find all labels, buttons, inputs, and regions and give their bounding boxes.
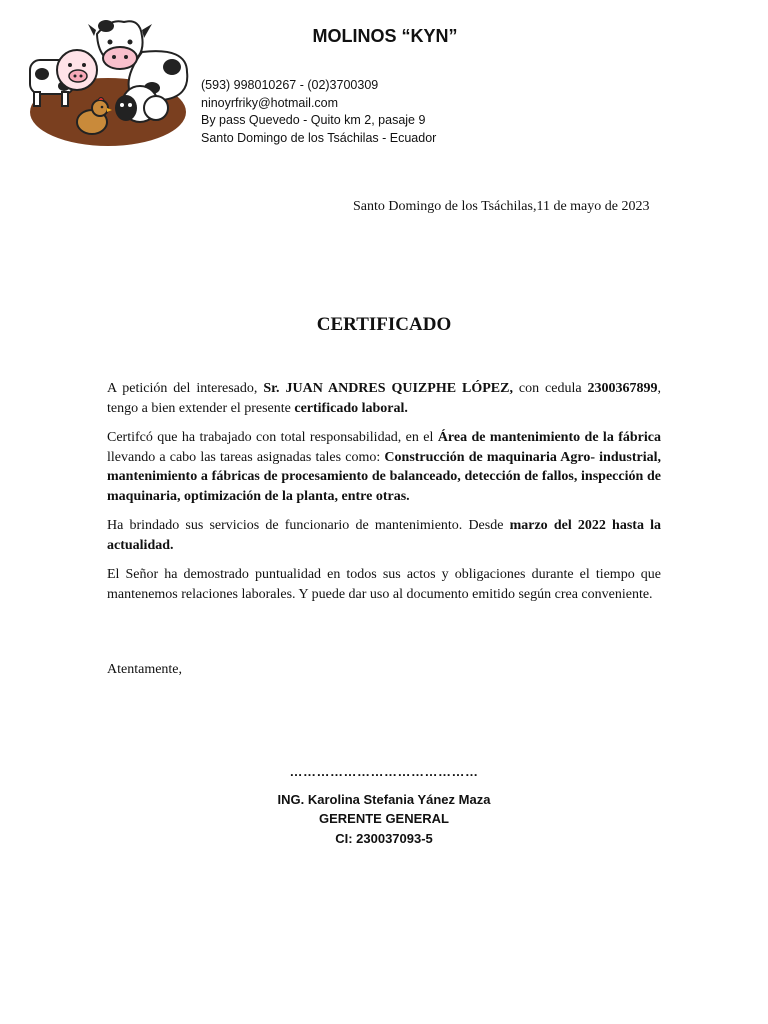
document-title: CERTIFICADO xyxy=(316,314,452,335)
signature-line: …………………………………… xyxy=(289,764,479,779)
paragraph-period xyxy=(107,516,661,555)
text-run: Ha brindado sus servicios de funcionario de mantenimiento. Desde xyxy=(107,518,510,533)
paragraph-request xyxy=(107,379,661,418)
company-name: MOLINOS “KYN” xyxy=(312,26,458,46)
certificate-body xyxy=(107,379,661,614)
task-list: Construcción de maquinaria Agro- industrial, mantenimiento a fábricas de procesamiento de balanceado, detección de fallos, inspección de maquinaria, optimización de la planta, entre otras. xyxy=(107,449,662,504)
work-area: Área de mantenimiento de la fábrica xyxy=(437,430,661,445)
company-city: Santo Domingo de los Tsáchilas - Ecuador xyxy=(201,130,437,145)
signer-id: CI: 230037093-5 xyxy=(335,830,433,846)
signature-block xyxy=(0,762,768,848)
date-line: Santo Domingo de los Tsáchilas,11 de mayo de 2023 xyxy=(353,199,650,214)
signer-role: GERENTE GENERAL xyxy=(318,811,449,826)
paragraph-conduct: El Señor ha demostrado puntualidad en todos sus actos y obligaciones durante el tiempo que mantenemos relaciones laborales. Y puede dar uso al documento emitido según crea conveniente. xyxy=(107,567,661,602)
paragraph-duties xyxy=(107,428,661,506)
service-period: marzo del 2022 hasta la actualidad. xyxy=(107,518,661,553)
company-address: By pass Quevedo - Quito km 2, pasaje 9 xyxy=(201,113,426,127)
text-run: con cedula xyxy=(512,381,588,396)
contact-block xyxy=(201,77,436,147)
employee-name: Sr. JUAN ANDRES QUIZPHE LÓPEZ, xyxy=(263,381,513,396)
text-run: llevando a cabo las tareas asignadas tales como: xyxy=(107,449,385,465)
employee-id-number: 2300367899 xyxy=(587,381,658,396)
company-email: ninoyrfriky@hotmail.com xyxy=(201,95,339,110)
pig-icon xyxy=(57,50,97,90)
closing-salutation: Atentamente, xyxy=(107,662,183,677)
text-run: Certifcó que ha trabajado con total responsabilidad, en el xyxy=(107,430,438,445)
certificate-type: certificado laboral. xyxy=(294,400,408,416)
farm-animals-logo xyxy=(22,12,194,150)
company-phone: (593) 998010267 - (02)3700309 xyxy=(201,78,379,92)
text-run: , tengo a bien extender el presente xyxy=(107,381,661,416)
text-run: A petición del interesado, xyxy=(107,381,264,396)
signer-name: ING. Karolina Stefania Yánez Maza xyxy=(277,791,491,807)
